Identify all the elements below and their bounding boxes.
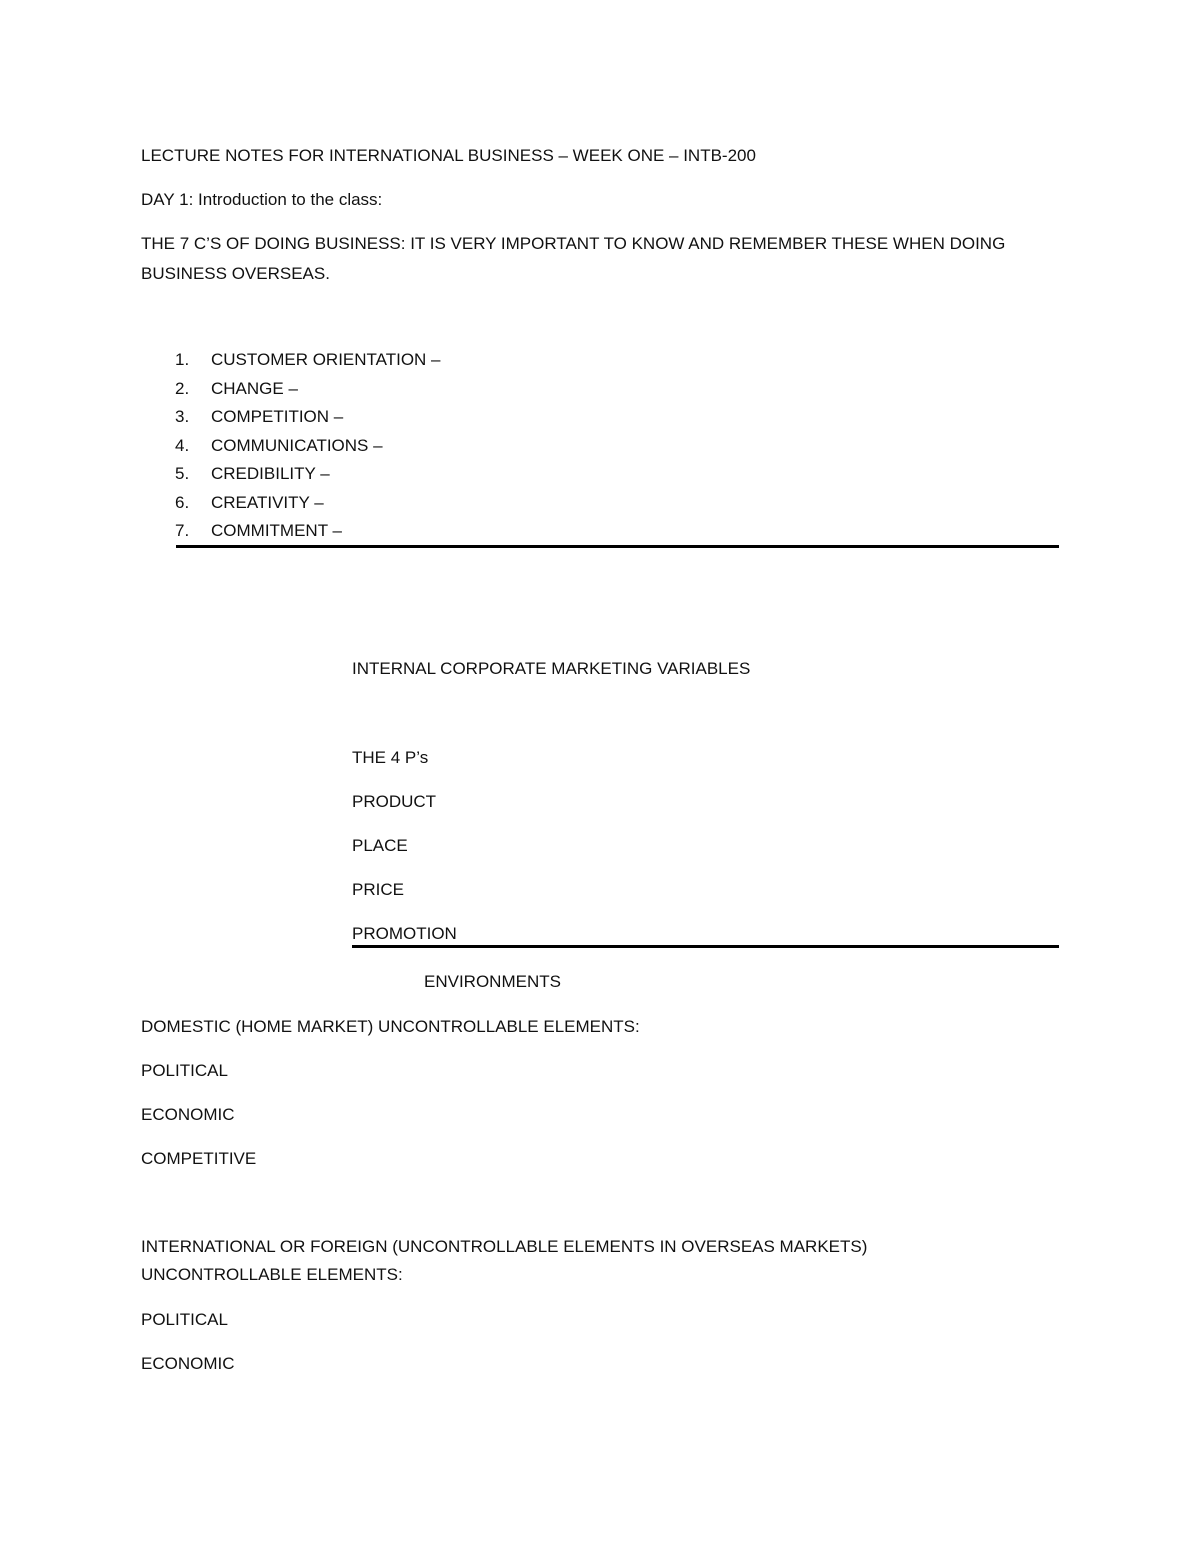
- list-number: 4.: [175, 435, 190, 455]
- list-number: 2.: [175, 378, 190, 398]
- horizontal-rule: [176, 545, 1059, 548]
- seven-cs-intro: THE 7 C’S OF DOING BUSINESS: IT IS VERY IMPORTANT TO KNOW AND REMEMBER THESE WHEN DOING BUSINESS OVERSEAS.: [141, 234, 1006, 283]
- list-text: CREDIBILITY –: [211, 464, 330, 483]
- domestic-item: COMPETITIVE: [141, 1149, 257, 1168]
- list-item: [175, 460, 441, 489]
- list-item: [175, 489, 441, 518]
- list-item: [175, 346, 441, 375]
- horizontal-rule: [352, 945, 1059, 948]
- list-number: 5.: [175, 464, 190, 483]
- list-number: 1.: [175, 350, 190, 369]
- international-item: ECONOMIC: [141, 1354, 235, 1373]
- seven-cs-list: [175, 346, 441, 546]
- list-number: 7.: [175, 521, 190, 540]
- domestic-item: ECONOMIC: [141, 1105, 235, 1124]
- document-title: LECTURE NOTES FOR INTERNATIONAL BUSINESS – WEEK ONE – INTB-200: [141, 146, 756, 165]
- internal-variables-heading: INTERNAL CORPORATE MARKETING VARIABLES: [352, 659, 751, 678]
- domestic-item: POLITICAL: [141, 1061, 228, 1080]
- list-item: [175, 517, 441, 546]
- list-number: 6.: [175, 492, 190, 512]
- list-item: [175, 432, 441, 461]
- list-item: [175, 403, 441, 432]
- list-number: 3.: [175, 407, 190, 426]
- list-text: CREATIVITY –: [211, 492, 324, 512]
- day-heading: DAY 1: Introduction to the class:: [141, 190, 383, 209]
- list-text: COMMITMENT –: [211, 521, 342, 540]
- international-item: POLITICAL: [141, 1310, 228, 1329]
- four-ps-item: PLACE: [352, 836, 408, 855]
- domestic-heading: DOMESTIC (HOME MARKET) UNCONTROLLABLE ELEMENTS:: [141, 1017, 640, 1036]
- four-ps-item: PRODUCT: [352, 792, 437, 811]
- list-text: COMMUNICATIONS –: [211, 435, 383, 455]
- four-ps-item: PROMOTION: [352, 924, 457, 943]
- list-text: CHANGE –: [211, 378, 298, 398]
- list-item: [175, 375, 441, 404]
- list-text: CUSTOMER ORIENTATION –: [211, 350, 441, 369]
- four-ps-item: PRICE: [352, 880, 404, 899]
- four-ps-title: THE 4 P’s: [352, 748, 429, 767]
- international-heading: INTERNATIONAL OR FOREIGN (UNCONTROLLABLE ELEMENTS IN OVERSEAS MARKETS) UNCONTROLLABLE ELEMENTS:: [141, 1237, 868, 1284]
- environments-heading: ENVIRONMENTS: [424, 972, 561, 991]
- list-text: COMPETITION –: [211, 407, 344, 426]
